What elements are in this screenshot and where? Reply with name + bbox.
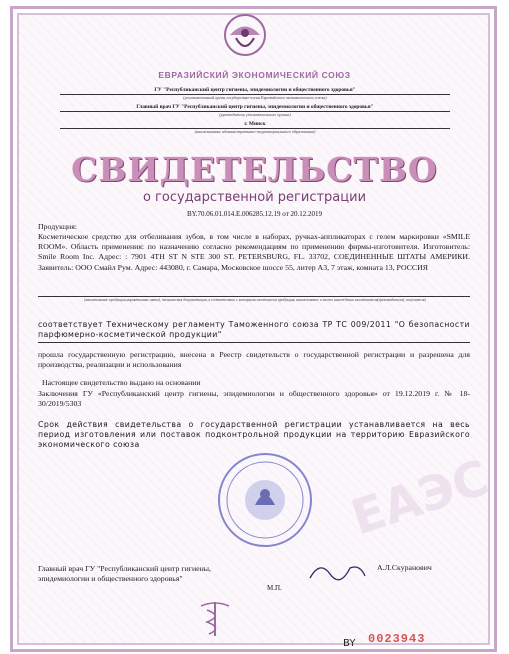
product-caption: (наименование продукции,нормативные акты), техническая документация, в соответствии с которыми изготовлена продукция, наименование и место нахождения изготовителя(производителя), получателя) bbox=[84, 298, 426, 302]
product-description: Косметическое средство для отбеливания зубов, в том числе в наборах, ручках-аппликаторах с гелем маркировки «SMILE ROOM». Область применения: по назначению согласно рекомендациям по применению фирмы-изготовителя. Изготовитель: Smile Room Inc. Адрес: : 7901 4TH ST N STE 300 ST. PETERSBURG, FL. 33702, СОЕДИНЕННЫЕ ШТАТЫ АМЕРИКИ. Заявитель: ООО Смайл Рум. Адрес: 443080, г. Самара, Московское шоссе 55, литер А3, 7 этаж, комната 13, РОССИЯ bbox=[38, 232, 470, 272]
official-seal-icon bbox=[215, 450, 315, 550]
conclusion-text: Заключения ГУ «Республиканский центр гигиены, эпидемиологии и общественного здоровья» от 19.12.2019 г. № 18-30/2019/5303 bbox=[38, 389, 470, 409]
product-divider bbox=[38, 296, 470, 297]
authority-head-caption: (руководитель уполномоченного органа) bbox=[219, 112, 291, 117]
stamp-label: М.П. bbox=[267, 584, 282, 592]
union-title: ЕВРАЗИЙСКИЙ ЭКОНОМИЧЕСКИЙ СОЮЗ bbox=[158, 70, 351, 80]
serial-number: 0023943 bbox=[368, 632, 426, 646]
certificate-subtitle: о государственной регистрации bbox=[142, 190, 367, 205]
issued-basis: Настоящее свидетельство выдано на основании bbox=[42, 378, 201, 387]
authority-caption: (уполномоченный орган государства-члена Евразийского экономического союза) bbox=[183, 95, 327, 100]
authority-city-caption: (наименование административно-территориального образования) bbox=[194, 129, 316, 134]
authority-city: г. Минск bbox=[60, 120, 450, 129]
serial-prefix: BY bbox=[343, 638, 356, 649]
certificate-title: СВИДЕТЕЛЬСТВО bbox=[71, 150, 438, 189]
conformity-text: соответствует Техническому регламенту Таможенного союза ТР ТС 009/2011 "О безопасности парфюмерно-косметической продукции" bbox=[38, 320, 470, 340]
conformity-divider bbox=[38, 342, 470, 343]
authority-head: Главный врач ГУ "Республиканский центр гигиены, эпидемиологии и общественного здоровья" bbox=[60, 103, 450, 112]
watermark-icon: ЕАЭС bbox=[344, 449, 496, 547]
signatory-position: Главный врач ГУ "Республиканский центр гигиены, эпидемиологии и общественного здоровья" bbox=[38, 564, 211, 584]
registration-number: BY.70.06.01.014.Е.006285.12.19 от 20.12.2019 bbox=[186, 210, 323, 218]
signatory-name: А.Л.Скуранович bbox=[377, 563, 432, 572]
validity-text: Срок действия свидетельства о государственной регистрации устанавливается на весь период изготовления или поставок подконтрольной продукции на территорию Евразийского экономического союза bbox=[38, 420, 470, 450]
signature-icon bbox=[305, 556, 385, 586]
product-label: Продукция: bbox=[38, 222, 77, 231]
eaeu-emblem-icon bbox=[222, 12, 268, 58]
registration-text: прошла государственную регистрацию, внесена в Реестр свидетельств о государственной регистрации и разрешена для производства, реализации и использования bbox=[38, 350, 470, 370]
caduceus-emblem-icon bbox=[195, 598, 235, 640]
authority-name: ГУ "Республиканский центр гигиены, эпидемиологии и общественного здоровья" bbox=[60, 86, 450, 95]
